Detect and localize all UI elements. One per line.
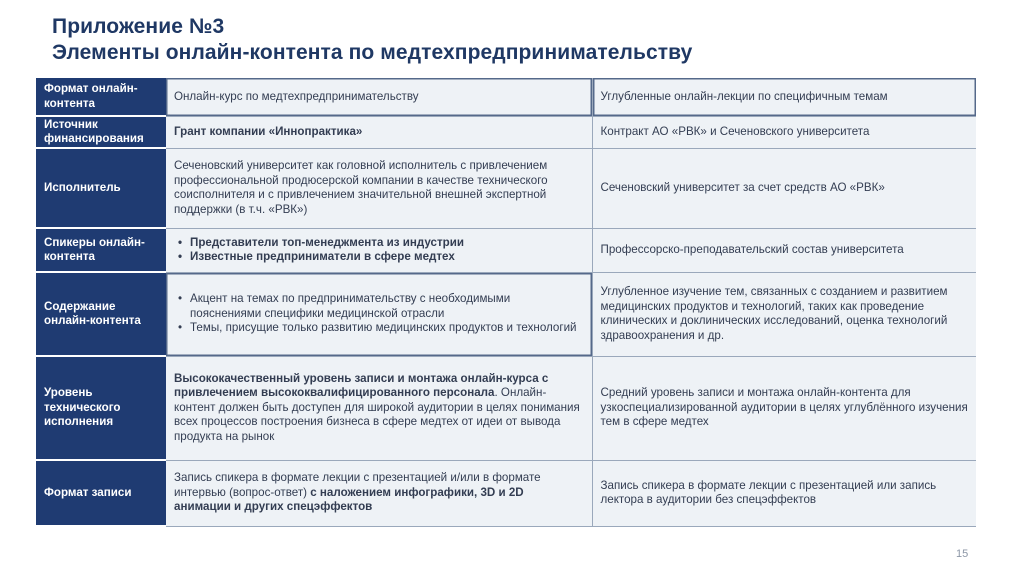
cell-executor-lectures: Сеченовский университет за счет средств АО «РВК» [592,148,976,228]
list-item: • Темы, присущие только развитию медицинских продуктов и технологий [174,321,584,336]
content-table [36,78,976,526]
cell-format-lectures: Углубленные онлайн-лекции по специфичным темам [592,78,976,116]
cell-tech-course [166,356,592,460]
cell-funding-lectures: Контракт АО «РВК» и Сеченовского университета [592,116,976,148]
title-line-2: Элементы онлайн-контента по медтехпредпринимательству [52,41,693,64]
tech-course-bold: Высококачественный уровень записи и монтажа онлайн-курса с привлечением высококвалифицированного персонала [174,371,549,400]
list-item: • Известные предприниматели в сфере медтех [174,250,584,265]
tech-course-text: . Онлайн-контент должен быть доступен для широкой аудитории в целях понимания всех процессов построения бизнеса в сфере медтех от идеи от вывода продукта на рынок [174,386,580,443]
row-label-format: Формат онлайн-контента [36,78,166,116]
table-row-executor [36,148,976,228]
cell-funding-course: Грант компании «Иннопрактика» [166,116,592,148]
cell-content-course [166,272,592,356]
list-item: • Представители топ-менеджмента из индустрии [174,236,584,251]
row-label-funding: Источник финансирования [36,116,166,148]
record-course-text: Запись спикера в формате лекции с презентацией и/или в формате интервью (вопрос-ответ) [174,471,541,499]
slide-title [52,14,692,66]
row-label-speakers: Спикеры онлайн-контента [36,228,166,272]
cell-content-lectures: Углубленное изучение тем, связанных с созданием и развитием медицинских продуктов и технологий, таких как проведение клинических и доклинических исследований, оценка технологий здравоохранения и др. [592,272,976,356]
row-label-executor: Исполнитель [36,148,166,228]
title-line-1: Приложение №3 [52,15,225,38]
speakers-list [174,236,584,265]
row-label-tech: Уровень технического исполнения [36,356,166,460]
table-row-record [36,460,976,526]
table-row-content [36,272,976,356]
table-row-funding [36,116,976,148]
record-course-bold: с наложением инфографики, 3D и 2D анимации и других спецэффектов [174,485,524,514]
table-row-format [36,78,976,116]
table-row-speakers [36,228,976,272]
page-number: 15 [956,548,969,560]
list-item: • Акцент на темах по предпринимательству с необходимыми пояснениями специфики медицинской отрасли [174,292,584,321]
cell-record-lectures: Запись спикера в формате лекции с презентацией или запись лектора в аудитории без спецэффектов [592,460,976,526]
cell-record-course [166,460,592,526]
cell-tech-lectures: Средний уровень записи и монтажа онлайн-контента для узкоспециализированной аудитории в целях углублённого изучения тем в сфере медтех [592,356,976,460]
content-list [174,292,584,336]
cell-speakers-lectures: Профессорско-преподавательский состав университета [592,228,976,272]
cell-format-course: Онлайн-курс по медтехпредпринимательству [166,78,592,116]
table-row-tech [36,356,976,460]
cell-executor-course: Сеченовский университет как головной исполнитель с привлечением профессиональной продюсерской компании в качестве технического соисполнителя и с привлечением значительной внешней экспертной поддержки (в т.ч. «РВК») [166,148,592,228]
row-label-record: Формат записи [36,460,166,526]
row-label-content: Содержание онлайн-контента [36,272,166,356]
cell-speakers-course [166,228,592,272]
